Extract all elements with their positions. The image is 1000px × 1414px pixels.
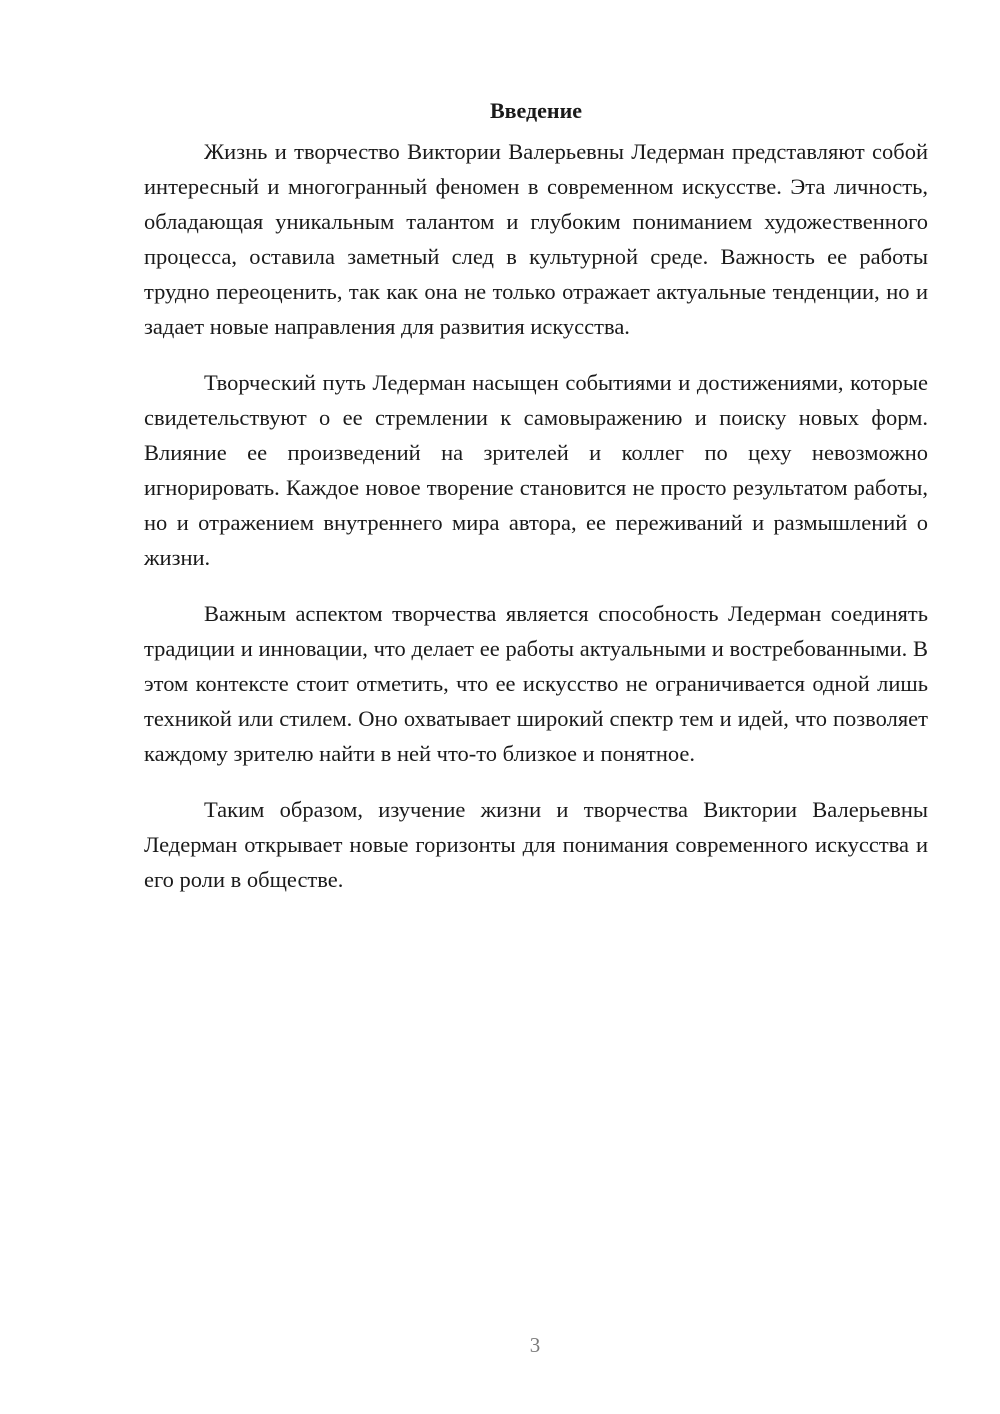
paragraph-3: Важным аспектом творчества является способность Ледерман соединять традиции и инновации, что делает ее работы актуальными и востребованными. В этом контексте стоит отметить, что ее искусство не ограничивается одной лишь техникой или стилем. Оно охватывает широкий спектр тем и идей, что позволяет каждому зрителю найти в ней что-то близкое и понятное.	[144, 601, 928, 766]
paragraph-2: Творческий путь Ледерман насыщен событиями и достижениями, которые свидетельствуют о ее стремлении к самовыражению и поиску новых форм. Влияние ее произведений на зрителей и коллег по цеху невозможно игнорировать. Каждое новое творение становится не просто результатом работы, но и отражением внутреннего мира автора, ее переживаний и размышлений о жизни.	[144, 370, 928, 570]
paragraph-1: Жизнь и творчество Виктории Валерьевны Ледерман представляют собой интересный и многогранный феномен в современном искусстве. Эта личность, обладающая уникальным талантом и глубоким пониманием художественного процесса, оставила заметный след в культурной среде. Важность ее работы трудно переоценить, так как она не только отражает актуальные тенденции, но и задает новые направления для развития искусства.	[144, 139, 928, 339]
paragraph-4: Таким образом, изучение жизни и творчества Виктории Валерьевны Ледерман открывает новые горизонты для понимания современного искусства и его роли в обществе.	[144, 797, 928, 892]
section-title: Введение	[489, 98, 583, 123]
page-content	[144, 95, 928, 918]
page-number: 3	[529, 1333, 541, 1357]
